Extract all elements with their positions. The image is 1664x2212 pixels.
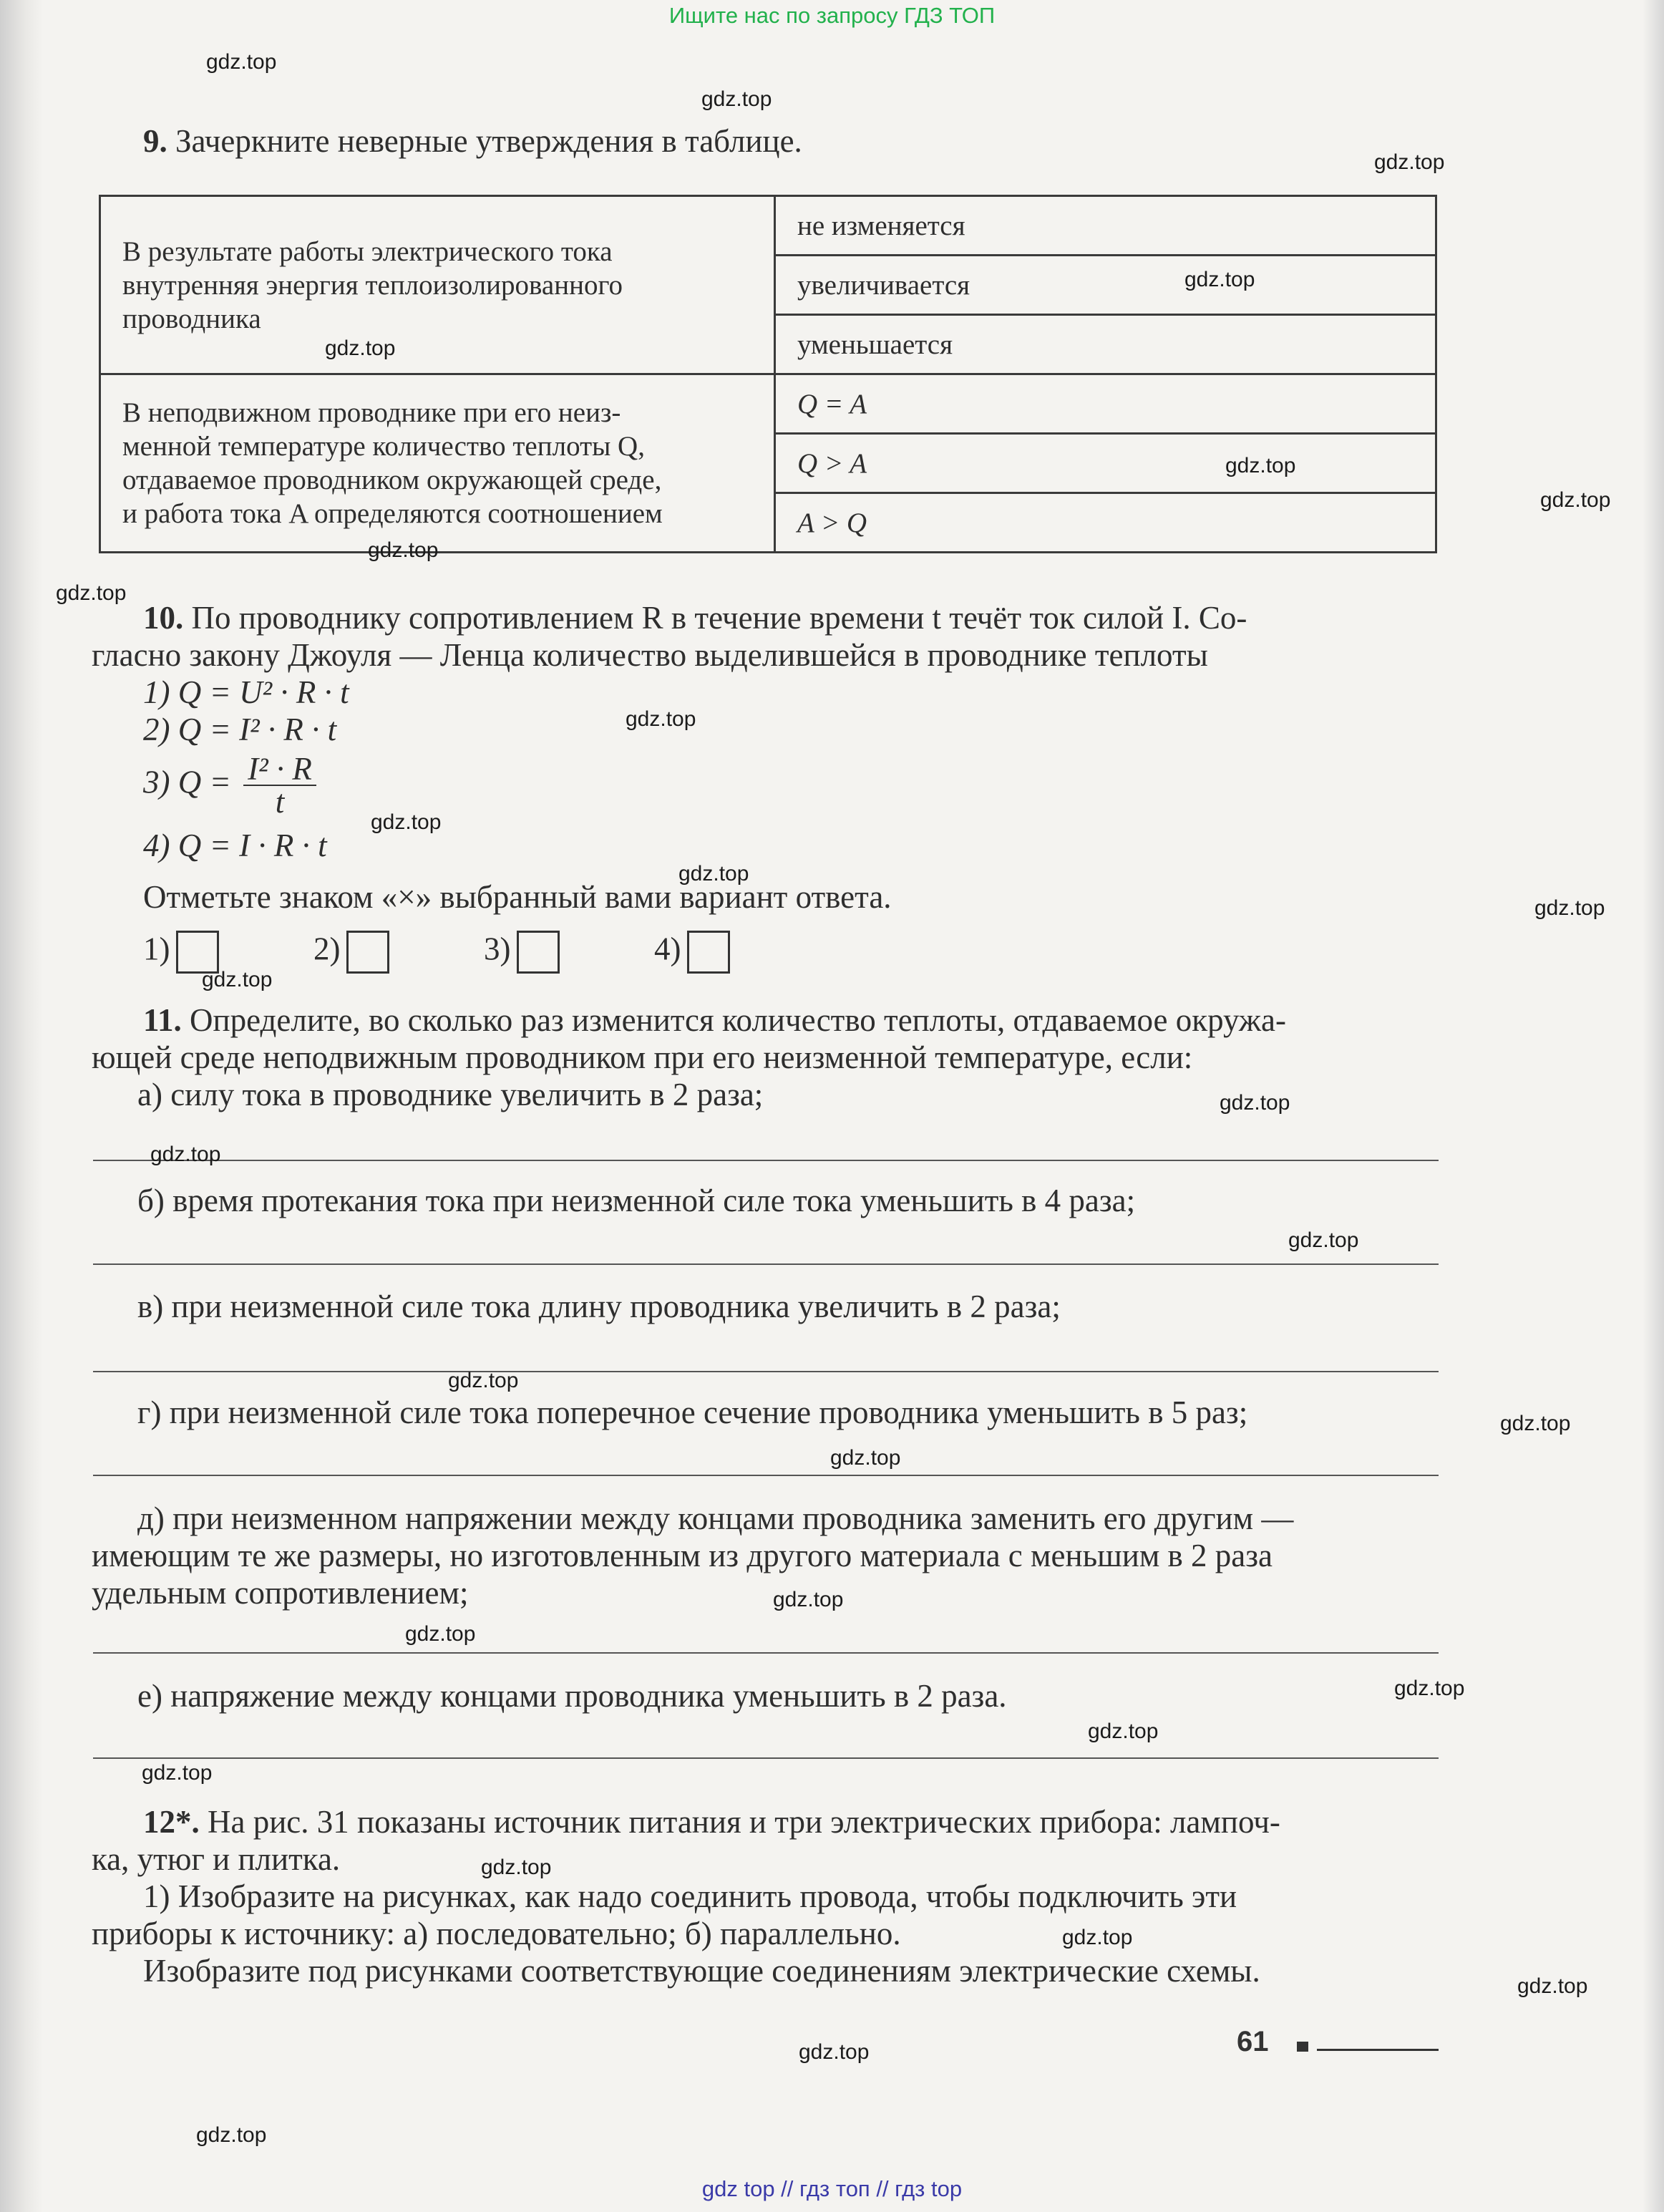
task10-option4: 4) Q = I · R · t xyxy=(143,828,327,863)
task10-text-line1: 10. По проводнику сопротивлением R в течение времени t течёт ток силой I. Со- xyxy=(143,600,1247,636)
watermark: gdz.top xyxy=(142,1761,213,1785)
answer-checkbox-4[interactable] xyxy=(687,931,730,974)
task9-row2-statement: В неподвижном проводнике при его неиз- менной температуре количество теплоты Q, отдаваемое проводником окружающей среде, и работа тока A определяются соотношением xyxy=(100,374,775,553)
task9-row1-statement: В результате работы электрического тока внутренняя энергия теплоизолированного проводника xyxy=(100,196,775,374)
task12-text-line3: 1) Изобразите на рисунках, как надо соединить провода, чтобы подключить эти xyxy=(143,1878,1237,1914)
task9-option-q-greater-a[interactable]: Q > A xyxy=(775,434,1436,493)
page-number-rule xyxy=(1317,2049,1439,2051)
task9-option-q-equals-a[interactable]: Q = A xyxy=(775,374,1436,434)
watermark: gdz.top xyxy=(830,1446,901,1470)
answer-line-d[interactable] xyxy=(93,1652,1439,1654)
watermark: gdz.top xyxy=(150,1143,221,1166)
task10-option2: 2) Q = I² · R · t xyxy=(143,712,337,747)
task9-number: 9. xyxy=(143,123,167,159)
task10-option3-fraction: $\frac{\text{I² · R}}{t}$ xyxy=(243,753,316,818)
answer-checkbox-2[interactable] xyxy=(346,931,389,974)
watermark: gdz.top xyxy=(56,581,127,605)
task11-item-a: а) силу тока в проводнике увеличить в 2 раза; xyxy=(137,1077,764,1112)
task10-option1: 1) Q = U² · R · t xyxy=(143,674,349,710)
watermark: gdz.top xyxy=(481,1856,552,1879)
watermark: gdz.top xyxy=(368,538,439,562)
answer-line-g[interactable] xyxy=(93,1475,1439,1476)
watermark: gdz.top xyxy=(1088,1719,1159,1743)
watermark: gdz.top xyxy=(196,2123,267,2147)
watermark: gdz.top xyxy=(1184,268,1255,291)
task9-option-decreases[interactable]: уменьшается xyxy=(775,315,1436,374)
task9-title: Зачеркните неверные утверждения в таблице. xyxy=(175,123,802,159)
task11-item-e: е) напряжение между концами проводника уменьшить в 2 раза. xyxy=(137,1678,1007,1714)
site-footer[interactable]: gdz top // гдз топ // гдз top xyxy=(701,2176,963,2201)
task10-instruction: Отметьте знаком «×» выбранный вами вариант ответа. xyxy=(143,879,892,915)
task11-item-g: г) при неизменной силе тока поперечное сечение проводника уменьшить в 5 раз; xyxy=(137,1394,1248,1430)
task10-option3: 3) Q = $\frac{\text{I² · R}}{t}$ xyxy=(143,753,316,818)
answer-line-b[interactable] xyxy=(93,1263,1439,1265)
task11-text-line1: 11. Определите, во сколько раз изменится количество теплоты, отдаваемое окружа- xyxy=(143,1002,1286,1038)
task9-heading xyxy=(143,123,802,159)
answer-line-e[interactable] xyxy=(93,1757,1439,1759)
task10-answer-boxes: 1) 2) 3) 4) xyxy=(143,931,730,974)
watermark: gdz.top xyxy=(202,968,273,991)
task11-item-d-line3: удельным сопротивлением; xyxy=(92,1575,469,1611)
watermark: gdz.top xyxy=(371,810,442,834)
watermark: gdz.top xyxy=(1394,1677,1465,1700)
task12-text-line1: 12*. На рис. 31 показаны источник питания и три электрических прибора: лампоч- xyxy=(143,1804,1280,1840)
answer-checkbox-3[interactable] xyxy=(517,931,560,974)
task9-option-a-greater-q[interactable]: A > Q xyxy=(775,493,1436,553)
watermark: gdz.top xyxy=(405,1622,476,1646)
task11-item-d-line1: д) при неизменном напряжении между концами проводника заменить его другим — xyxy=(137,1500,1294,1536)
watermark: gdz.top xyxy=(325,336,396,360)
answer-line-v[interactable] xyxy=(93,1371,1439,1372)
site-banner[interactable]: Ищите нас по запросу ГДЗ ТОП xyxy=(668,3,996,28)
watermark: gdz.top xyxy=(1062,1926,1133,1949)
watermark: gdz.top xyxy=(1534,896,1605,920)
page-number: 61 xyxy=(1237,2026,1269,2057)
watermark: gdz.top xyxy=(1220,1091,1290,1115)
watermark: gdz.top xyxy=(799,2040,870,2064)
watermark: gdz.top xyxy=(701,87,772,111)
watermark: gdz.top xyxy=(773,1588,844,1611)
answer-checkbox-1[interactable] xyxy=(176,931,219,974)
task9-option-increases[interactable]: увеличивается xyxy=(775,256,1436,315)
task10-text-line2: гласно закону Джоуля — Ленца количество выделившейся в проводнике теплоты xyxy=(92,637,1208,673)
page-binding-shadow xyxy=(0,0,43,2212)
watermark: gdz.top xyxy=(1374,150,1445,174)
watermark: gdz.top xyxy=(678,862,749,886)
watermark: gdz.top xyxy=(448,1369,519,1392)
watermark: gdz.top xyxy=(1540,488,1611,512)
watermark: gdz.top xyxy=(626,707,696,731)
page-right-shadow xyxy=(1643,0,1664,2212)
watermark: gdz.top xyxy=(1500,1412,1571,1435)
watermark: gdz.top xyxy=(1225,454,1296,477)
task11-text-line2: ющей среде неподвижным проводником при его неизменной температуре, если: xyxy=(92,1039,1193,1075)
task9-table xyxy=(99,195,1437,553)
page-number-marker xyxy=(1297,2042,1308,2052)
task12-text-line5: Изобразите под рисунками соответствующие соединениям электрические схемы. xyxy=(143,1953,1260,1989)
task11-item-d-line2: имеющим те же размеры, но изготовленным из другого материала с меньшим в 2 раза xyxy=(92,1538,1273,1573)
task9-option-not-changes[interactable]: не изменяется xyxy=(775,196,1436,256)
watermark: gdz.top xyxy=(1288,1228,1359,1252)
task11-item-b: б) время протекания тока при неизменной силе тока уменьшить в 4 раза; xyxy=(137,1183,1136,1218)
task12-text-line4: приборы к источнику: а) последовательно; б) параллельно. xyxy=(92,1916,901,1951)
answer-line-a[interactable] xyxy=(93,1160,1439,1161)
task11-item-v: в) при неизменной силе тока длину проводника увеличить в 2 раза; xyxy=(137,1289,1061,1324)
watermark: gdz.top xyxy=(206,50,277,74)
task12-text-line2: ка, утюг и плитка. xyxy=(92,1841,341,1877)
watermark: gdz.top xyxy=(1517,1974,1588,1998)
